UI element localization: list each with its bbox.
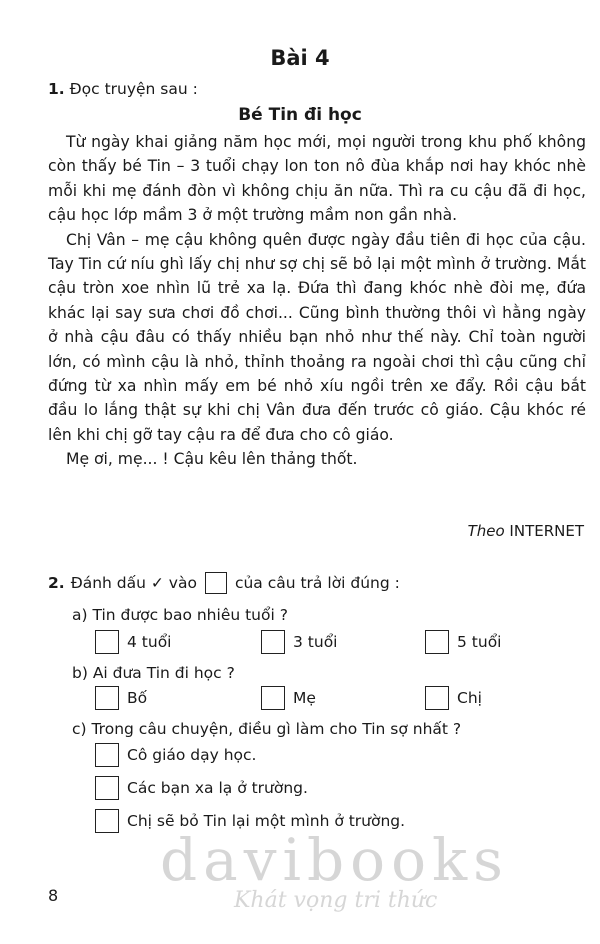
question-1-prompt: Đọc truyện sau :	[69, 80, 198, 98]
story-paragraph-2: Chị Vân – mẹ cậu không quên được ngày đầu tiên đi học của cậu. Tay Tin cứ níu ghì lấy chị như sợ chị sẽ bỏ lại một mình ở trường. Mắt cậu tròn xoe nhìn lũ trẻ xa lạ. Đứa thì đang khóc nhè đòi mẹ, đứa khác lại say sưa chơi đồ chơi... Cũng bình thường thôi vì hằng ngày ở nhà cậu đâu có thấy nhiều bạn nhỏ như thế này. Chỉ toàn người lớn, có mình cậu là nhỏ, thỉnh thoảng ra ngoài chơi thì cậu cũng chỉ đứng từ xa nhìn mấy em bé nhỏ xíu ngồi trên xe đẩy. Rồi cậu bắt đầu lo lắng thật sự khi chị Vân đưa đến trước cô giáo. Cậu khóc ré lên khi chị gỡ tay cậu ra để đưa cho cô giáo.	[48, 230, 586, 444]
option-2b-2[interactable]	[261, 686, 316, 710]
story-body	[48, 130, 586, 472]
source-name: INTERNET	[509, 522, 584, 540]
question-2c: c) Trong câu chuyện, điều gì làm cho Tin sợ nhất ?	[72, 720, 462, 738]
example-checkbox-icon	[205, 572, 227, 594]
question-1	[48, 80, 198, 98]
question-2-prompt-before: Đánh dấu ✓ vào	[70, 574, 197, 592]
option-2a-3[interactable]	[425, 630, 501, 654]
watermark-brand: davibooks	[160, 826, 509, 894]
option-label: Bố	[127, 689, 148, 707]
question-1-number: 1.	[48, 80, 65, 98]
watermark-slogan: Khát vọng tri thức	[234, 888, 438, 913]
page-number: 8	[48, 886, 59, 905]
story-title: Bé Tin đi học	[238, 105, 362, 125]
option-2b-3[interactable]	[425, 686, 482, 710]
answer-checkbox[interactable]	[425, 630, 449, 654]
option-2c-2[interactable]	[95, 776, 308, 800]
option-label: Các bạn xa lạ ở trường.	[127, 779, 308, 797]
question-2a: a) Tin được bao nhiêu tuổi ?	[72, 606, 288, 624]
story-paragraph-1: Từ ngày khai giảng năm học mới, mọi người trong khu phố không còn thấy bé Tin – 3 tuổi chạy lon ton nô đùa khắp nơi hay khóc nhè mỗi khi mẹ đánh đòn vì không chịu ăn nữa. Thì ra cu cậu đã đi học, cậu học lớp mầm 3 ở một trường mầm non gần nhà.	[48, 133, 586, 225]
question-2b: b) Ai đưa Tin đi học ?	[72, 664, 235, 682]
answer-checkbox[interactable]	[95, 743, 119, 767]
question-2-prompt-after: của câu trả lời đúng :	[234, 574, 400, 592]
option-2a-2[interactable]	[261, 630, 337, 654]
story-paragraph-3: Mẹ ơi, mẹ... ! Cậu kêu lên thảng thốt.	[66, 450, 358, 469]
answer-checkbox[interactable]	[261, 686, 285, 710]
option-label: 4 tuổi	[127, 633, 172, 651]
source-prefix: Theo	[467, 522, 505, 540]
option-label: Chị sẽ bỏ Tin lại một mình ở trường.	[127, 812, 406, 830]
question-2-number: 2.	[48, 574, 65, 592]
answer-checkbox[interactable]	[95, 686, 119, 710]
option-label: Chị	[457, 689, 482, 707]
question-2	[48, 572, 400, 594]
option-label: Mẹ	[293, 689, 316, 707]
option-label: 3 tuổi	[293, 633, 338, 651]
answer-checkbox[interactable]	[261, 630, 285, 654]
lesson-title: Bài 4	[270, 46, 330, 70]
answer-checkbox[interactable]	[95, 630, 119, 654]
answer-checkbox[interactable]	[425, 686, 449, 710]
story-source	[468, 522, 584, 540]
option-2a-1[interactable]	[95, 630, 171, 654]
option-2b-1[interactable]	[95, 686, 147, 710]
answer-checkbox[interactable]	[95, 776, 119, 800]
option-label: 5 tuổi	[457, 633, 502, 651]
option-label: Cô giáo dạy học.	[127, 746, 257, 764]
option-2c-1[interactable]	[95, 743, 256, 767]
answer-checkbox[interactable]	[95, 809, 119, 833]
